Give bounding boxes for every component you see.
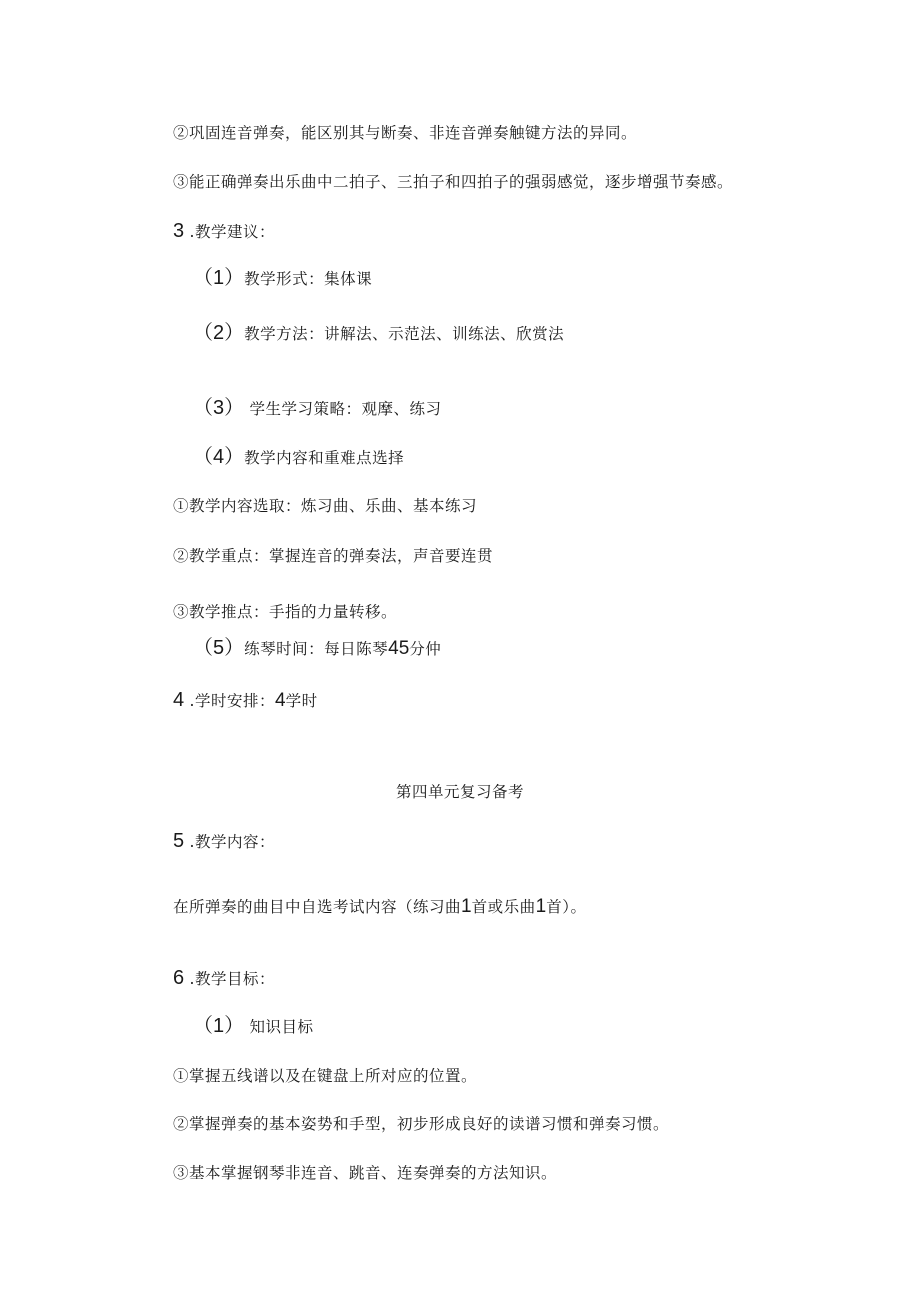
list-item [193,446,404,469]
text-line: ②教学重点：掌握连音的弹奏法，声音要连贯 [173,547,494,565]
section-heading [173,967,275,990]
section-title: .教学建议： [184,223,275,241]
unit-heading: 第四单元复习备考 [395,783,524,801]
text-line: ②巩固连音弹奏，能区别其与断奏、非连音弹奏触键方法的异同。 [173,124,638,142]
list-item [193,637,441,660]
section-title: 学时 [285,692,318,710]
section-number: 4 [173,689,185,711]
text-segment: 首）。 [546,898,587,916]
list-item [193,322,564,345]
text-segment: 首或乐曲 [471,898,536,916]
item-text: 知识目标 [244,1018,314,1036]
section-title: .教学目标： [184,970,275,988]
section-heading [173,830,275,853]
item-number-inline: 45 [388,638,410,659]
section-number: 5 [173,830,185,852]
text-line: ③基本掌握钢琴非连音、跳音、连奏弹奏的方法知识。 [173,1164,558,1182]
list-item [193,1015,314,1038]
text-line: ①掌握五线谱以及在键盘上所对应的位置。 [173,1067,478,1085]
item-number: （1） [193,267,245,289]
item-number: （5） [193,637,245,659]
text-line: ②掌握弹奏的基本姿势和手型，初步形成良好的读谱习惯和弹奏习惯。 [173,1115,670,1133]
section-number: 6 [173,967,185,989]
item-text: 练琴时间：每日陈琴 [244,640,389,658]
item-text: 学生学习策略：观摩、练习 [244,400,442,418]
list-item [193,267,372,290]
item-text: 教学内容和重难点选择 [244,449,405,467]
section-title: .学时安排： [184,692,275,710]
text-line: ③能正确弹奏出乐曲中二拍子、三拍子和四拍子的强弱感觉，逐步增强节奏感。 [173,173,734,191]
text-segment: 在所弹奏的曲目中自选考试内容（练习曲 [173,898,462,916]
item-number: （1） [193,1015,245,1037]
list-item [193,397,442,420]
section-number: 3 [173,220,185,242]
section-heading [173,220,275,243]
inline-number: 1 [535,896,547,917]
text-line [173,896,586,918]
text-line: ①教学内容选取：炼习曲、乐曲、基本练习 [173,497,478,515]
item-text: 分仲 [409,640,442,658]
item-number: （4） [193,446,245,468]
inline-number: 1 [461,896,472,917]
section-heading [173,689,318,712]
item-number: （2） [193,322,245,344]
inline-number: 4 [274,690,286,711]
text-line: ③教学推点：手指的力量转移。 [173,603,398,621]
section-title: .教学内容： [184,833,275,851]
item-text: 教学方法：讲解法、示范法、训练法、欣赏法 [244,325,565,343]
item-text: 教学形式：集体课 [244,270,373,288]
item-number: （3） [193,397,245,419]
